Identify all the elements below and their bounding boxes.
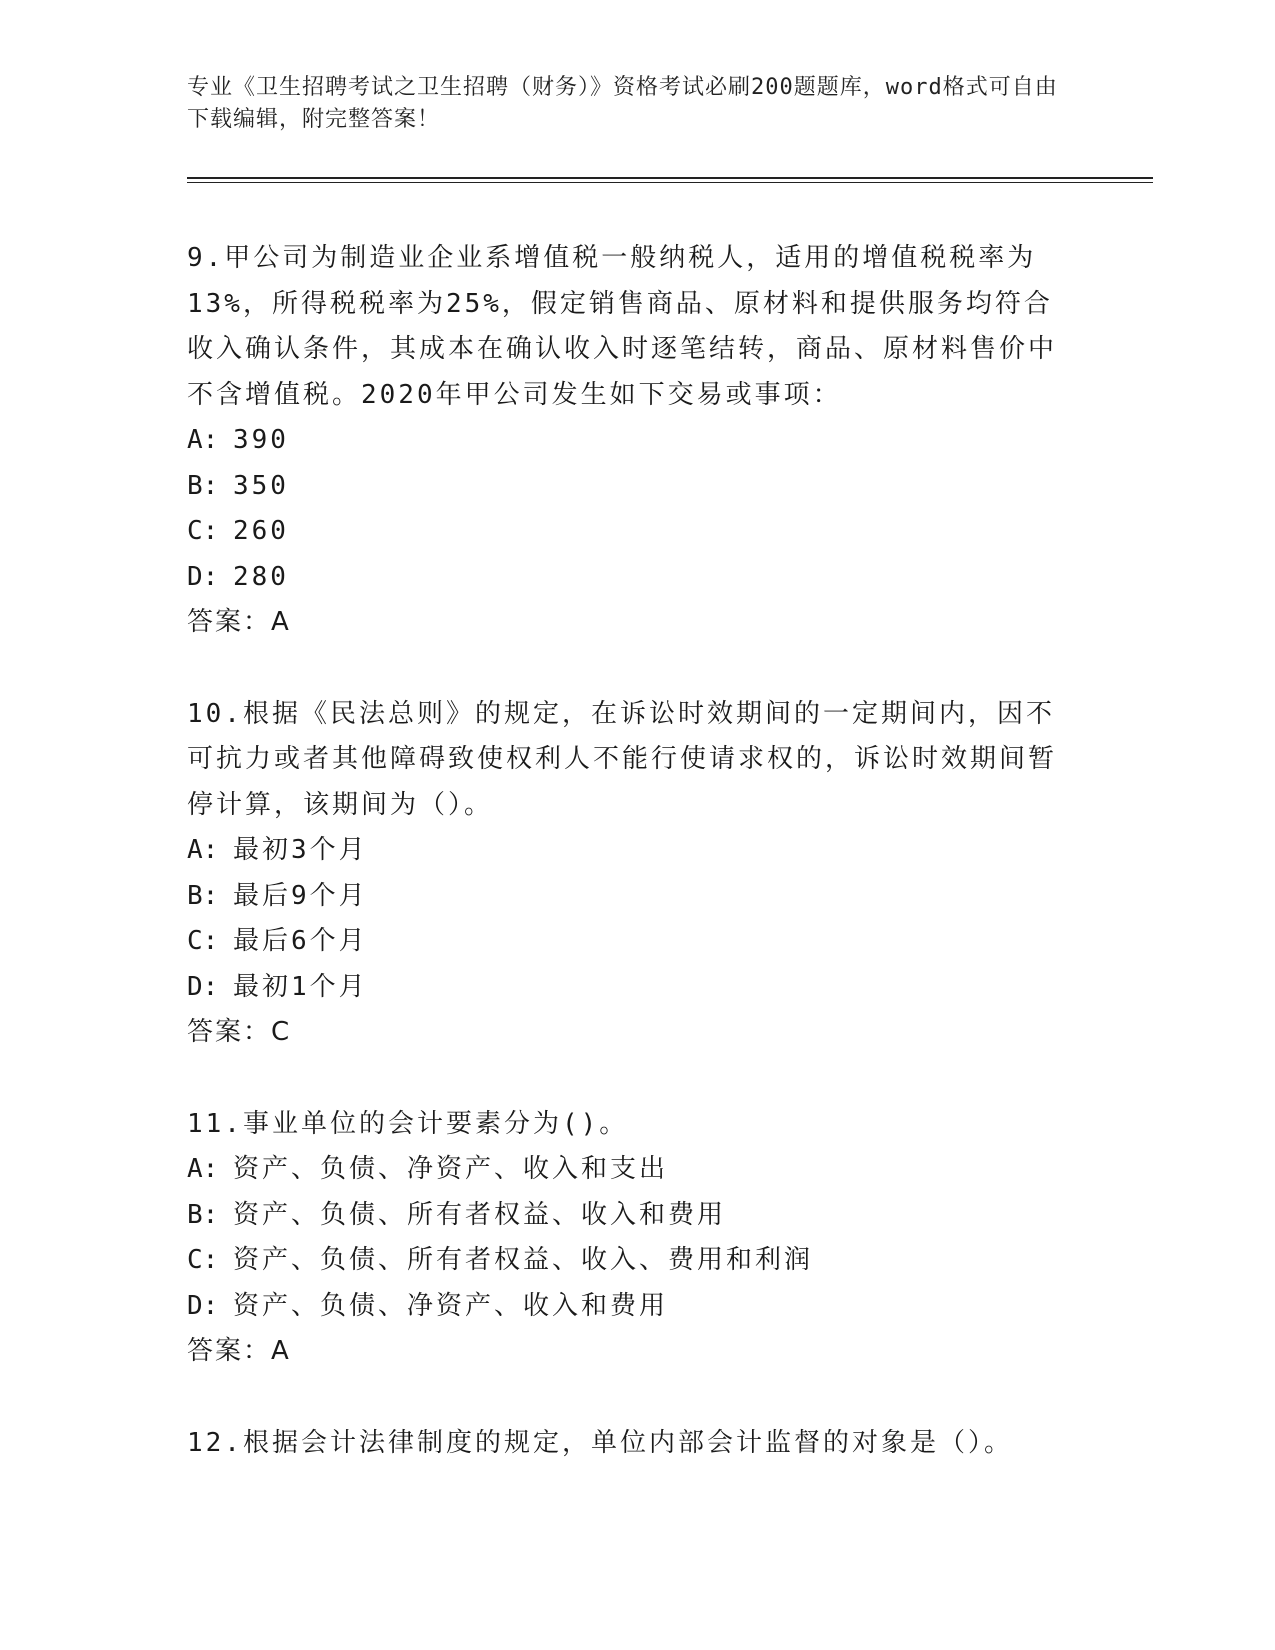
document-header: 专业《卫生招聘考试之卫生招聘（财务）》资格考试必刷200题题库，word格式可自由下载编辑，附完整答案！ (187, 75, 1058, 132)
option-letter: B: (187, 470, 219, 501)
option-letter: D: (187, 1290, 219, 1321)
option-letter: B: (187, 1199, 219, 1230)
option-letter: C: (187, 926, 219, 956)
option-text: 最后9个月 (233, 880, 368, 911)
option-text: 资产、负债、净资产、收入和支出 (233, 1154, 669, 1184)
option-a (187, 1147, 1067, 1193)
option-letter: A: (187, 1154, 219, 1184)
option-text: 最初3个月 (233, 835, 368, 865)
option-b (187, 464, 1067, 510)
option-text: 最初1个月 (233, 971, 368, 1002)
option-letter: D: (187, 971, 219, 1002)
option-c (187, 1238, 1067, 1284)
option-b (187, 874, 1067, 920)
answer-label: 答案： (187, 1017, 272, 1047)
answer-line (187, 1329, 1067, 1375)
option-c (187, 919, 1067, 965)
option-text: 260 (233, 516, 289, 546)
option-letter: D: (187, 561, 219, 592)
answer-label: 答案： (187, 1336, 272, 1366)
option-d (187, 1284, 1067, 1330)
question-12 (187, 1421, 1067, 1467)
answer-value: A (271, 607, 289, 637)
option-a (187, 418, 1067, 464)
question-11 (187, 1102, 1067, 1375)
option-d (187, 555, 1067, 601)
option-letter: A: (187, 425, 219, 455)
question-text: 12.根据会计法律制度的规定，单位内部会计监督的对象是（）。 (187, 1427, 1013, 1458)
option-a (187, 828, 1067, 874)
option-text: 资产、负债、净资产、收入和费用 (233, 1290, 669, 1321)
option-text: 280 (233, 561, 289, 592)
question-text: 11.事业单位的会计要素分为()。 (187, 1108, 629, 1139)
option-letter: B: (187, 880, 219, 911)
option-letter: A: (187, 835, 219, 865)
question-9 (187, 236, 1067, 646)
question-text: 10.根据《民法总则》的规定，在诉讼时效期间的一定期间内，因不可抗力或者其他障碍致使权利人不能行使请求权的，诉讼时效期间暂停计算，该期间为（）。 (187, 698, 1058, 820)
answer-line (187, 1010, 1067, 1056)
answer-value: C (271, 1017, 290, 1047)
header-divider-thick (187, 177, 1153, 179)
option-d (187, 965, 1067, 1011)
option-b (187, 1193, 1067, 1239)
option-letter: C: (187, 1245, 219, 1275)
option-c (187, 509, 1067, 555)
option-text: 资产、负债、所有者权益、收入和费用 (233, 1199, 727, 1230)
option-text: 390 (233, 425, 289, 455)
header-divider-thin (187, 182, 1153, 183)
option-text: 350 (233, 470, 289, 501)
option-text: 最后6个月 (233, 926, 368, 956)
answer-value: A (271, 1336, 289, 1366)
option-text: 资产、负债、所有者权益、收入、费用和利润 (233, 1245, 814, 1275)
answer-label: 答案： (187, 607, 272, 637)
option-letter: C: (187, 516, 219, 546)
answer-line (187, 600, 1067, 646)
question-list (187, 236, 1067, 1512)
question-text: 9.甲公司为制造业企业系增值税一般纳税人，适用的增值税税率为13%，所得税税率为25%，假定销售商品、原材料和提供服务均符合收入确认条件，其成本在确认收入时逐笔结转，商品、原材料售价中不含增值税。2020年甲公司发生如下交易或事项： (187, 243, 1058, 410)
question-10 (187, 692, 1067, 1056)
